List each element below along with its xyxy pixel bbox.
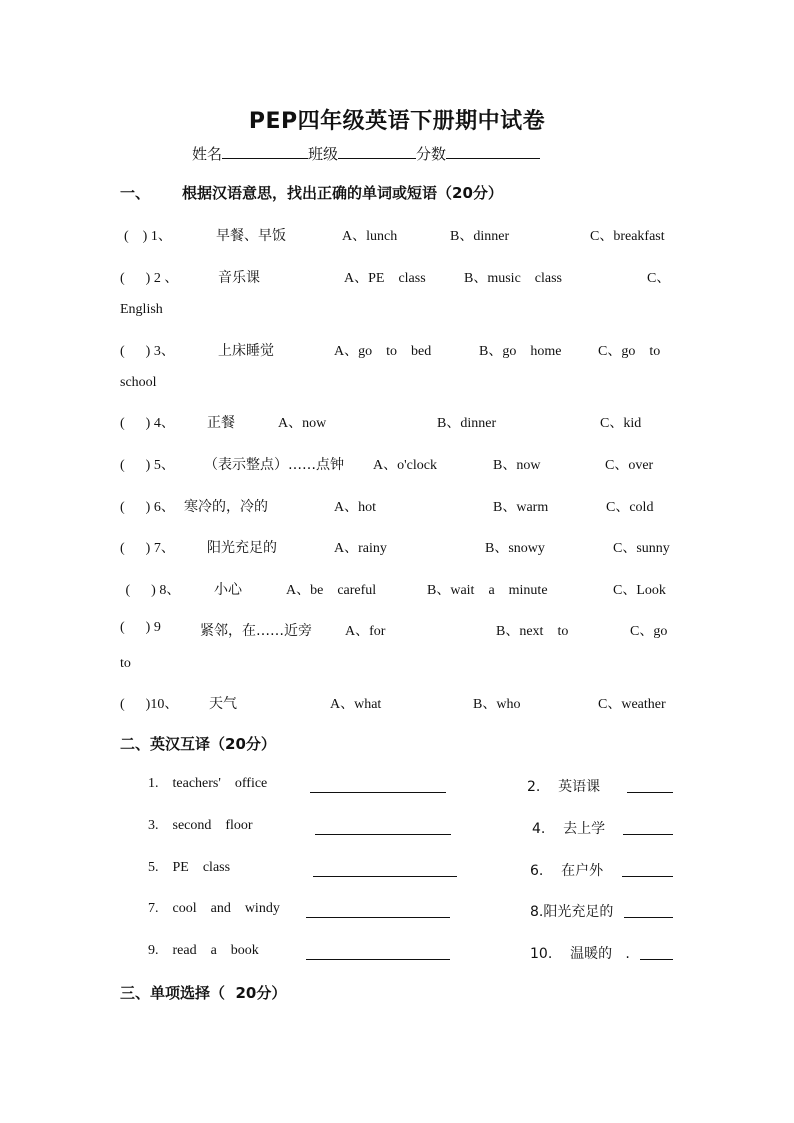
option-a: A、rainy (334, 541, 387, 556)
question-prompt: 小心 (214, 582, 242, 598)
option-c: C、go to (598, 344, 661, 359)
option-a: A、what (330, 697, 382, 712)
student-info-line (192, 143, 540, 164)
answer-blank[interactable] (627, 792, 673, 793)
option-b: B、who (473, 697, 521, 712)
option-a: A、hot (334, 500, 376, 515)
option-a: A、be careful (286, 583, 377, 598)
option-a: A、for (345, 624, 386, 639)
question-prompt: 音乐课 (218, 270, 260, 286)
option-b: B、next to (496, 624, 569, 639)
option-c-continued: to (120, 656, 131, 671)
option-a: A、o'clock (373, 458, 437, 473)
option-b: B、wait a minute (427, 583, 548, 598)
question-row (120, 454, 673, 474)
translate-item: 7. cool and windy (148, 901, 280, 916)
question-prompt: 阳光充足的 (207, 540, 277, 556)
question-number: ( ) 7、 (120, 541, 175, 556)
option-c: C、sunny (613, 541, 670, 556)
translate-item: 6. 在户外 (530, 863, 604, 879)
option-a: A、PE class (344, 271, 426, 286)
answer-blank[interactable] (622, 876, 673, 877)
question-prompt: （表示整点）……点钟 (204, 457, 344, 473)
translate-item: 9. read a book (148, 943, 259, 958)
question-number: ( ) 5、 (120, 458, 175, 473)
question-row (120, 412, 673, 432)
section-2-heading: 二、英汉互译（20分） (120, 735, 276, 753)
answer-blank[interactable] (623, 834, 673, 835)
option-c-continued: school (120, 375, 157, 390)
option-c: C、weather (598, 697, 666, 712)
translate-item: 8.阳光充足的 (530, 904, 614, 920)
question-number: ( ) 1、 (124, 229, 172, 244)
section-3-heading: 三、单项选择（ 20分） (120, 984, 287, 1002)
question-row (120, 496, 673, 516)
option-a: A、go to bed (334, 344, 432, 359)
question-number: ( )10、 (120, 697, 179, 712)
translate-item: 3. second floor (148, 818, 253, 833)
question-number: ( ) 2 、 (120, 271, 179, 286)
question-number: ( ) 3、 (120, 344, 175, 359)
translate-item: 1. teachers' office (148, 776, 268, 791)
question-number: ( ) 9 (120, 620, 161, 635)
option-b: B、snowy (485, 541, 545, 556)
name-blank[interactable] (222, 144, 308, 159)
question-prompt: 天气 (209, 696, 237, 712)
answer-blank[interactable] (315, 834, 451, 835)
option-c: C、over (605, 458, 654, 473)
question-row (120, 693, 673, 713)
class-blank[interactable] (338, 144, 416, 159)
option-b: B、warm (493, 500, 549, 515)
question-row (120, 225, 673, 245)
section-1-heading: 一、 根据汉语意思，找出正确的单词或短语（20分） (120, 184, 503, 202)
answer-blank[interactable] (306, 917, 450, 918)
option-b: B、go home (479, 344, 562, 359)
class-label: 班级 (308, 145, 339, 163)
option-b: B、music class (464, 271, 562, 286)
option-c: C、go (630, 624, 668, 639)
page-title: PEP四年级英语下册期中试卷 (248, 109, 546, 134)
question-row (120, 579, 673, 599)
question-prompt: 上床睡觉 (218, 343, 274, 359)
answer-blank[interactable] (624, 917, 673, 918)
question-number: ( ) 6、 (120, 500, 175, 515)
question-row (120, 267, 673, 287)
answer-blank[interactable] (640, 959, 673, 960)
translate-item: 10. 温暖的 . (530, 946, 630, 962)
option-a: A、now (278, 416, 327, 431)
question-row (120, 340, 673, 360)
question-number: ( ) 4、 (120, 416, 175, 431)
score-label: 分数 (416, 145, 447, 163)
answer-blank[interactable] (306, 959, 450, 960)
option-b: B、dinner (437, 416, 497, 431)
option-c: C、cold (606, 500, 654, 515)
name-label: 姓名 (192, 145, 223, 163)
question-row (120, 537, 673, 557)
option-c: C、kid (600, 416, 642, 431)
translate-item: 4. 去上学 (532, 821, 606, 837)
question-prompt: 紧邻，在……近旁 (200, 623, 312, 639)
option-a: A、lunch (342, 229, 398, 244)
question-row (120, 620, 673, 640)
option-b: B、now (493, 458, 541, 473)
option-c-continued: English (120, 302, 163, 317)
score-blank[interactable] (446, 144, 540, 159)
option-c: C、 (647, 271, 671, 286)
question-number: ( ) 8、 (122, 583, 181, 598)
answer-blank[interactable] (310, 792, 446, 793)
option-b: B、dinner (450, 229, 510, 244)
question-prompt: 寒冷的，冷的 (184, 499, 268, 515)
answer-blank[interactable] (313, 876, 457, 877)
option-c: C、Look (613, 583, 666, 598)
question-prompt: 正餐 (207, 415, 235, 431)
question-prompt: 早餐、早饭 (216, 228, 286, 244)
translate-item: 2. 英语课 (527, 779, 601, 795)
translate-item: 5. PE class (148, 860, 231, 875)
option-c: C、breakfast (590, 229, 665, 244)
